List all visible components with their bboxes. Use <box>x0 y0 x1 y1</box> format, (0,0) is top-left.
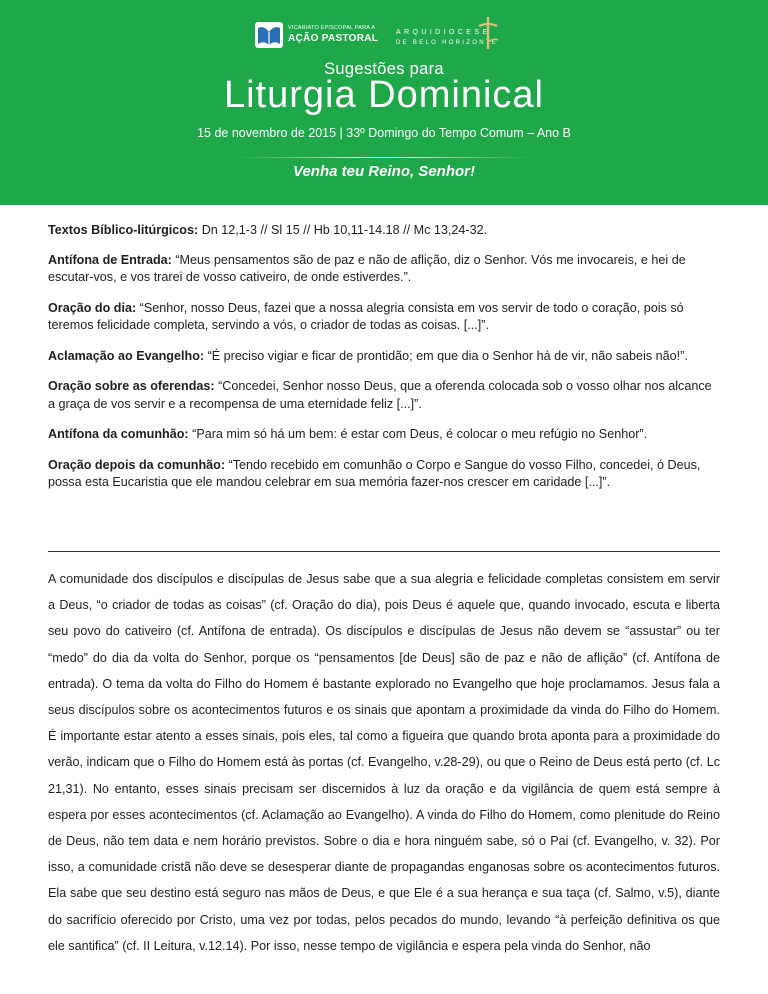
aclamacao-evangelho <box>48 348 720 366</box>
oracao-pos-comunhao-text: “Tendo recebido em comunhão o Corpo e Sangue do vosso Filho, concedei, ó Deus, possa esta Eucaristia que ele mandou celebrar em sua memória fazer-nos crescer em caridade [...]”. <box>48 457 701 489</box>
arquidiocese-logo <box>396 16 526 56</box>
antifona-entrada-label: Antífona de Entrada: <box>48 252 172 267</box>
oracao-dia-label: Oração do dia: <box>48 300 137 315</box>
oracao-oferendas <box>48 378 720 413</box>
oracao-dia-text: “Senhor, nosso Deus, fazei que a nossa alegria consista em vos servir de todo o coração, pois só teremos felicidade completa, servindo a vós, o criador de todas as coisas. [...]”. <box>48 300 684 332</box>
header-divider <box>237 157 531 158</box>
antifona-comunhao-label: Antífona da comunhão: <box>48 427 189 441</box>
liturgical-texts <box>48 222 720 505</box>
body-paragraph: A comunidade dos discípulos e discípulas de Jesus sabe que a sua alegria e felicidade completas consistem em servir a Deus, “o criador de todas as coisas” (cf. Oração do dia), pois Deus é aquele que, quando invocado, escuta e liberta seu povo do cativeiro (cf. Antífona de entrada). Os discípulos e discípulas de Jesus não devem se “assustar” ou ter “medo” do dia da volta do Senhor, porque os “pensamentos [de Deus] são de paz e não de aflição” (cf. Antífona de entrada). O tema da volta do Filho do Homem é bastante explorado no Evangelho que hoje proclamamos. Jesus fala a seus discípulos sobre os acontecimentos futuros e os sinais que apontam a proximidade da vinda do Filho do Homem. É importante estar atento a esses sinais, pois eles, tal como a figueira que quando brota aponta para a proximidade do verão, indicam que o Filho do Homem está às portas (cf. Evangelho, v.28-29), ou que o Reino de Deus está perto (cf. Lc 21,31). No entanto, esses sinais precisam ser discernidos à luz da oração e da vigilância de quem está sempre à espera por esses acontecimentos (cf. Aclamação ao Evangelho). A vinda do Filho do Homem, como plenitude do Reino de Deus, não tem data e nem horário previstos. Sobre o dia e hora ninguém sabe, só o Pai (cf. Evangelho, v. 32). Por isso, a comunidade cristã não deve se desesperar diante de propagandas enganosas sobre os acontecimentos futuros. Ela sabe que seu destino está seguro nas mãos de Deus, e que Ele é a sua herança e sua taça (cf. Salmo, v.5), diante do sacrifício oferecido por Cristo, uma vez por todas, pelos pecados do mundo, levando “à perfeição definitiva os que ele santifica” (cf. II Leitura, v.12.14). Por isso, nesse tempo de vigilância e espera pela vinda do Senhor, não <box>48 572 720 953</box>
aclamacao-label: Aclamação ao Evangelho: <box>48 348 205 363</box>
dateline: 15 de novembro de 2015 | 33º Domingo do Tempo Comum – Ano B <box>197 126 571 140</box>
oracao-oferendas-text: “Concedei, Senhor nosso Deus, que a oferenda colocada sob o vosso olhar nos alcance a graça de vos servir e a recompensa de uma eternidade feliz [...]”. <box>48 379 712 411</box>
oracao-pos-comunhao <box>48 457 720 492</box>
logo-left-small-text: VICARIATO EPISCOPAL PARA A <box>288 25 376 31</box>
oracao-oferendas-label: Oração sobre as oferendas: <box>48 379 215 393</box>
logo-right-line2: DE BELO HORIZONTE <box>396 40 499 46</box>
texts-label: Textos Bíblico-litúrgicos: <box>48 223 199 237</box>
oracao-pos-comunhao-label: Oração depois da comunhão: <box>48 457 226 472</box>
texts-value: Dn 12,1-3 // Sl 15 // Hb 10,11-14.18 // Mc 13,24-32. <box>198 223 488 237</box>
page-header <box>0 0 768 205</box>
page-title: Liturgia Dominical <box>223 74 544 116</box>
acao-pastoral-mark-icon <box>255 22 283 48</box>
logo-left-big-text: AÇÃO PASTORAL <box>288 33 379 44</box>
cross-icon <box>476 16 500 50</box>
texts-biblicos <box>48 222 720 240</box>
header-subtitle: Sugestões para <box>324 60 444 78</box>
section-divider <box>48 551 720 552</box>
oracao-dia <box>48 300 720 335</box>
antifona-comunhao-text: “Para mim só há um bem: é estar com Deus, é colocar o meu refúgio no Senhor”. <box>188 427 648 441</box>
logos-row <box>0 16 768 56</box>
motto: Venha teu Reino, Senhor! <box>293 163 475 180</box>
aclamacao-text: “É preciso vigiar e ficar de prontidão; em que dia o Senhor há de vir, não sabeis não!”. <box>204 348 688 363</box>
logo-right-line1: ARQUIDIOCESE <box>396 29 491 36</box>
antifona-entrada <box>48 252 720 287</box>
antifona-entrada-text: “Meus pensamentos são de paz e não de aflição, diz o Senhor. Vós me invocareis, e hei de escutar-vos, e vos trarei de vosso cativeiro, de onde estiverdes.”. <box>48 252 686 284</box>
antifona-comunhao <box>48 426 720 444</box>
acao-pastoral-logo <box>255 16 379 52</box>
